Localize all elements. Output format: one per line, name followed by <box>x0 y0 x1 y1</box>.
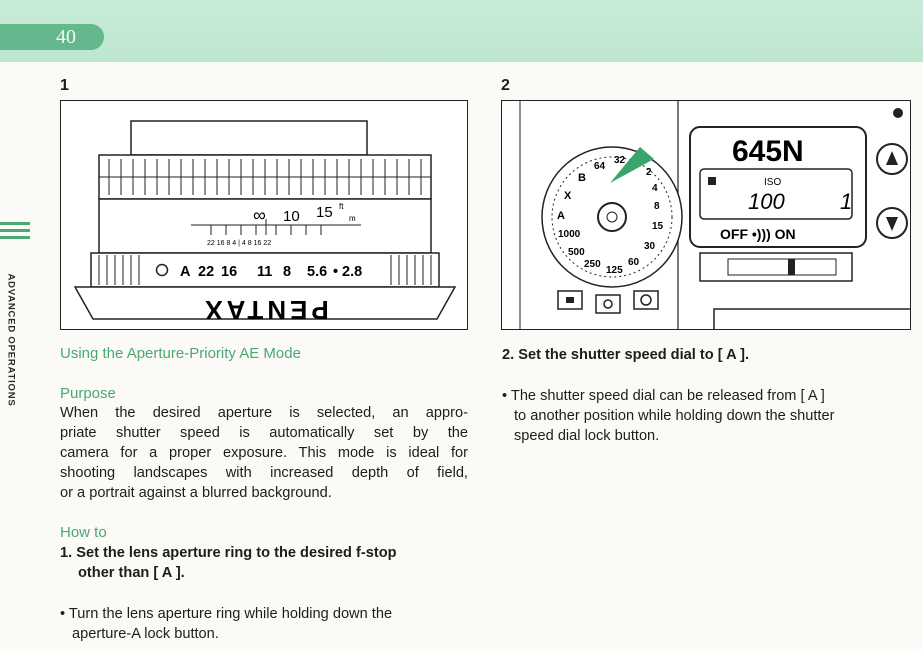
dial-30: 30 <box>644 241 656 252</box>
figure2-number: 2 <box>501 77 510 94</box>
dial-32: 32 <box>614 155 626 166</box>
dial-8: 8 <box>654 201 660 212</box>
howto-heading: How to <box>60 524 107 541</box>
step-2: 2. Set the shutter speed dial to [ A ]. <box>502 347 750 363</box>
section-marker <box>0 222 30 243</box>
purpose-paragraph: When the desired aperture is selected, an appro- priate shutter speed is automatically set by the camera for a proper exposure. This mode is ideal for shooting landscapes with increased depth of field, or a portrait against a blurred background. <box>60 405 468 501</box>
dial-4: 4 <box>652 183 658 194</box>
dial-X: X <box>564 190 572 202</box>
lcd-iso-label: ISO <box>764 177 782 188</box>
dial-2: 2 <box>646 167 652 178</box>
dial-A: A <box>557 210 565 222</box>
dial-500: 500 <box>568 247 585 258</box>
dial-B: B <box>578 172 586 184</box>
svg-text:•: • <box>333 264 339 280</box>
header-band <box>0 0 923 62</box>
step-1-note: • Turn the lens aperture ring while holding down the aperture-A lock button. <box>60 604 482 644</box>
dial-15: 15 <box>652 221 664 232</box>
dial-64: 64 <box>594 161 606 172</box>
aperture-16: 16 <box>221 264 238 280</box>
aperture-8: 8 <box>283 264 292 280</box>
aperture-5-6: 5.6 <box>307 264 328 280</box>
dial-1000: 1000 <box>558 229 581 240</box>
aperture-11: 11 <box>257 264 273 280</box>
figure1-lens-illustration <box>60 100 468 330</box>
pentax-brand-mirrored: PENTAX <box>201 295 329 325</box>
figure1-number: 1 <box>60 77 69 94</box>
unit-m: m <box>349 214 356 223</box>
infinity-mark: ∞ <box>253 205 266 225</box>
dial-125: 125 <box>606 265 623 276</box>
aperture-22: 22 <box>198 264 215 280</box>
dial-250: 250 <box>584 259 601 270</box>
step-2-note: • The shutter speed dial can be released from [ A ] to another position while holding down the shutter speed dial lock button. <box>502 386 923 446</box>
unit-ft: ft <box>339 202 344 211</box>
distance-10: 10 <box>283 208 300 225</box>
aperture-2-8: 2.8 <box>342 264 363 280</box>
figure2-camera-top-illustration <box>501 100 911 330</box>
depth-of-field-scale: 22 16 8 4 | 4 8 16 22 <box>207 240 272 247</box>
lcd-iso-value: 100 <box>748 189 785 214</box>
aperture-A: A <box>180 264 191 280</box>
dial-60: 60 <box>628 257 640 268</box>
camera-model: 645N <box>732 135 804 168</box>
section-title: Using the Aperture-Priority AE Mode <box>60 345 301 362</box>
step-1: 1. Set the lens aperture ring to the desired f-stop other than [ A ]. <box>60 545 397 581</box>
purpose-heading: Purpose <box>60 385 116 402</box>
distance-15: 15 <box>316 204 333 221</box>
page-number: 40 <box>0 24 104 50</box>
power-switch-label: OFF •))) ON <box>720 226 796 242</box>
section-tab-label: ADVANCED OPERATIONS <box>5 273 17 407</box>
lcd-frame-counter: 1 <box>840 189 853 214</box>
